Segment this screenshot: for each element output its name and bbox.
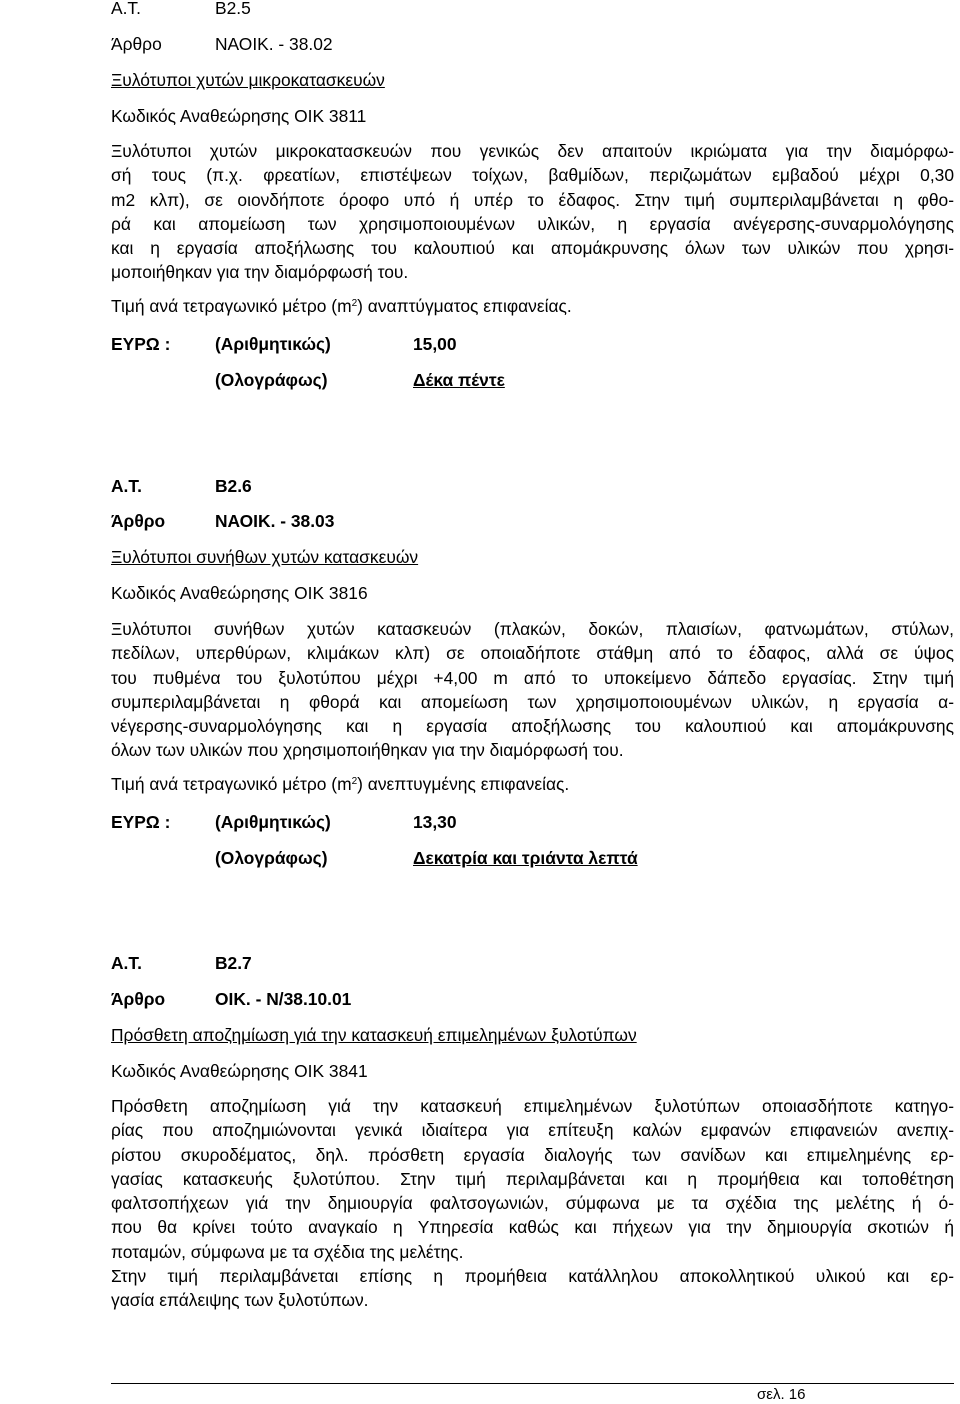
section-1-price-unit: Τιμή ανά τετραγωνικό μέτρο $(m^2)$ αναπτύγματος επιφανείας.: [111, 296, 572, 316]
section-1-arthro-value: ΝΑΟΙΚ. - 38.02: [215, 34, 333, 54]
section-2-title: Ξυλότυποι συνήθων χυτών κατασκευών: [111, 547, 419, 567]
section-3-code: Κωδικός Αναθεώρησης ΟΙΚ 3841: [111, 1061, 368, 1081]
section-3-title: Πρόσθετη αποζημίωση γιά την κατασκευή επιμελημένων ξυλοτύπων: [111, 1025, 637, 1045]
section-2-description: [111, 617, 954, 763]
section-3-arthro-value: ΟΙΚ. - Ν/38.10.01: [215, 989, 352, 1009]
description-line: ρίστου σκυροδέματος, δηλ. πρόσθετη εργασία διαλογής των σανίδων και επιμελημένης ερ-: [111, 1144, 954, 1165]
section-2-arthro-label: Άρθρο: [111, 511, 166, 531]
description-line: Στην τιμή περιλαμβάνεται επίσης η προμήθεια κατάλληλου αποκολλητικού υλικού και ερ-: [111, 1266, 954, 1287]
description-line: μοποιήθηκαν για την διαμόρφωσή του.: [111, 262, 409, 283]
section-3-arthro-label: Άρθρο: [111, 989, 166, 1009]
section-2-at-value: Β2.6: [215, 476, 252, 496]
section-2-at-label: Α.Τ.: [111, 476, 142, 496]
section-1-arthro-label: Άρθρο: [111, 34, 162, 54]
section-2-words-label: (Ολογράφως): [215, 848, 328, 868]
description-line: που θα κρίνει τούτο αναγκαίο η Υπηρεσία καθώς και πήχεων για την δημιουργία σκοτιών ή: [111, 1217, 954, 1238]
section-2-words-value: Δεκατρία και τριάντα λεπτά: [413, 848, 638, 868]
section-2-price-unit: Τιμή ανά τετραγωνικό μέτρο $(m^2)$ ανεπτυγμένης επιφανείας.: [111, 774, 570, 794]
description-line: πεδίλων, υπερθύρων, κλιμάκων κλπ) σε οποιαδήποτε στάθμη από το έδαφος, αλλά σε ύψος: [111, 643, 954, 664]
description-line: φαλτσοπήχεων γιά την δημιουργία φαλτσογωνιών, σύμφωνα με τα σχέδια της μελέτης ή ό-: [111, 1193, 954, 1214]
section-2-numeric-value: 13,30: [413, 812, 457, 832]
section-3-at-label: Α.Τ.: [111, 953, 142, 973]
description-line: γασίας κατασκευής ξυλοτύπου. Στην τιμή περιλαμβάνεται και η προμήθεια και τοποθέτηση: [111, 1168, 954, 1189]
description-line: όλων των υλικών που χρησιμοποιήθηκαν για την διαμόρφωσή του.: [111, 740, 624, 761]
description-line: και η εργασία αποξήλωσης του καλουπιού και απομάκρυνσης όλων των υλικών που χρησι-: [111, 238, 954, 259]
section-2-numeric-label: (Αριθμητικώς): [215, 812, 331, 832]
section-1-numeric-label: (Αριθμητικώς): [215, 334, 331, 354]
description-line: ποταμών, σύμφωνα με τα σχέδια της μελέτης.: [111, 1241, 464, 1262]
section-3-at-value: Β2.7: [215, 953, 252, 973]
description-line: του πυθμένα του ξυλοτύπου μέχρι +4,00 m από το υποκείμενο δάπεδο εργασίας. Στην τιμή: [111, 667, 954, 688]
description-line: γασία επάλειψης των ξυλοτύπων.: [111, 1290, 369, 1311]
section-1-words-label: (Ολογράφως): [215, 370, 328, 390]
description-line: νέγερσης-συναρμολόγησης και η εργασία αποξήλωσης του καλουπιού και απομάκρυνσης: [111, 716, 954, 737]
section-2-code: Κωδικός Αναθεώρησης ΟΙΚ 3816: [111, 583, 368, 603]
description-line: συμπεριλαμβάνεται η φθορά και απομείωση των χρησιμοποιουμένων υλικών, η εργασία α-: [111, 691, 954, 712]
section-2-arthro-value: ΝΑΟΙΚ. - 38.03: [215, 511, 335, 531]
section-1-description: [111, 139, 954, 285]
section-1-at-value: Β2.5: [215, 0, 251, 18]
section-1-code: Κωδικός Αναθεώρησης ΟΙΚ 3811: [111, 106, 367, 126]
section-1-numeric-value: 15,00: [413, 334, 457, 354]
page-number: σελ. 16: [757, 1386, 806, 1403]
description-line: Ξυλότυποι χυτών μικροκατασκευών που γενικώς δεν απαιτούν ικριώματα για την διαμόρφω-: [111, 141, 954, 161]
section-3-description: [111, 1094, 954, 1313]
description-line: ρά και απομείωση των χρησιμοποιουμένων υλικών, η εργασία ανέγερσης-συναρμολόγησης: [111, 213, 954, 234]
section-1-words-value: Δέκα πέντε: [413, 370, 505, 390]
section-1-at-label: Α.Τ.: [111, 0, 141, 18]
section-1-euro-label: ΕΥΡΩ :: [111, 334, 171, 354]
description-line: Πρόσθετη αποζημίωση γιά την κατασκευή επιμελημένων ξυλοτύπων οποιασδήποτε κατηγο-: [111, 1096, 954, 1116]
description-line: m2 κλπ), σε οιονδήποτε όροφο υπό ή υπέρ το έδαφος. Στην τιμή συμπεριλαμβάνεται η φθο-: [111, 189, 954, 210]
description-line: σή τους (π.χ. φρεατίων, επιστέψεων τοίχων, βαθμίδων, περιζωμάτων εμβαδού μέχρι 0,30: [111, 165, 954, 186]
section-1-title: Ξυλότυποι χυτών μικροκατασκευών: [111, 70, 385, 90]
section-2-euro-label: ΕΥΡΩ :: [111, 812, 171, 832]
description-line: Ξυλότυποι συνήθων χυτών κατασκευών (πλακών, δοκών, πλαισίων, φατνωμάτων, στύλων,: [111, 619, 954, 639]
description-line: ρίας που αποζημιώνονται γενικά ιδιαίτερα για επίτευξη καλών εμφανών επιφανειών ανεπιχ-: [111, 1120, 954, 1141]
footer-rule: [111, 1383, 954, 1384]
